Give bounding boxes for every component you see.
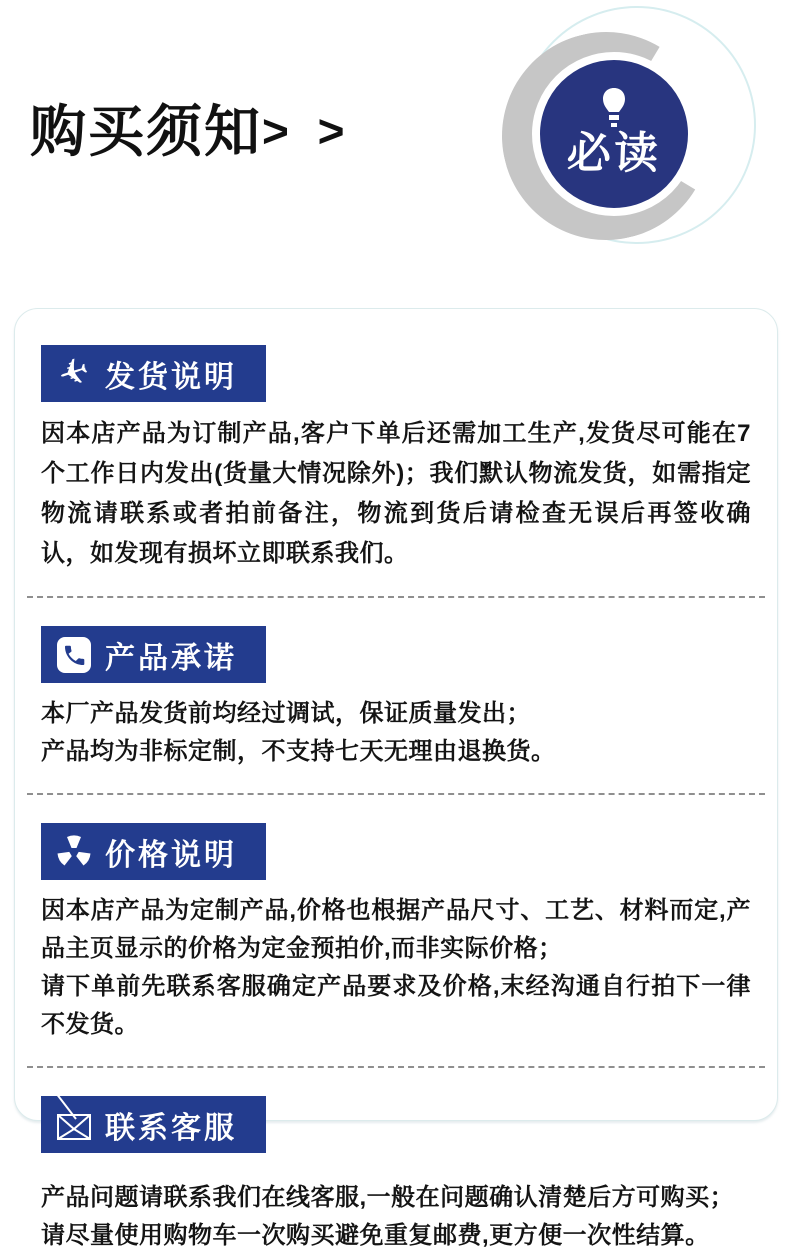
paragraph: 请尽量使用购物车一次购买避免重复邮费,更方便一次性结算。 xyxy=(41,1222,710,1249)
badge-label: 必读 xyxy=(566,129,662,178)
paragraph: 产品均为非标定制，不支持七天无理由退换货。 xyxy=(41,738,556,765)
paragraph: 因本店产品为定制产品,价格也根据产品尺寸、工艺、材料而定,产品主页显示的价格为定金预拍价,而非实际价格； xyxy=(41,897,751,962)
section-title: 价格说明 xyxy=(105,838,237,872)
dashed-divider xyxy=(27,596,765,598)
section-contact-body xyxy=(41,1179,751,1255)
paragraph: 请下单前先联系客服确定产品要求及价格,末经沟通自行拍下一律不发货。 xyxy=(41,973,751,1038)
section-price-body xyxy=(41,892,751,1044)
paragraph: 本厂产品发货前均经过调试，保证质量发出； xyxy=(41,700,531,727)
badge-blue-circle xyxy=(532,52,696,216)
section-promise xyxy=(41,626,751,795)
lightbulb-icon xyxy=(597,86,631,130)
section-contact-header xyxy=(41,1096,266,1153)
paragraph: 产品问题请联系我们在线客服,一般在问题确认清楚后方可购买； xyxy=(41,1184,735,1211)
section-title: 发货说明 xyxy=(105,360,237,394)
envelope-pen-icon xyxy=(55,1106,93,1144)
section-shipping xyxy=(41,345,751,598)
trefoil-icon xyxy=(55,833,93,871)
must-read-badge xyxy=(490,0,800,275)
section-title: 产品承诺 xyxy=(105,641,237,675)
page-title xyxy=(30,88,353,168)
chevrons-right-icon: > > xyxy=(262,105,353,157)
section-shipping-body xyxy=(41,414,751,574)
notice-card xyxy=(14,308,778,1249)
dashed-divider xyxy=(27,1066,765,1068)
phone-icon xyxy=(55,636,93,674)
airplane-icon: ✈ xyxy=(53,348,95,398)
section-title: 联系客服 xyxy=(105,1111,237,1145)
dashed-divider xyxy=(27,793,765,795)
page-title-text: 购买须知 xyxy=(30,100,262,163)
paragraph: 因本店产品为订制产品,客户下单后还需加工生产,发货尽可能在7个工作日内发出(货量大情况除外)；我们默认物流发货，如需指定物流请联系或者拍前备注，物流到货后请检查无误后再签收确认，如发现有损坏立即联系我们。 xyxy=(41,420,751,567)
section-contact xyxy=(41,1096,751,1255)
section-promise-header xyxy=(41,626,266,683)
section-price-header xyxy=(41,823,266,880)
page-header xyxy=(0,0,800,280)
section-price xyxy=(41,823,751,1068)
section-promise-body xyxy=(41,695,751,771)
section-shipping-header xyxy=(41,345,266,402)
